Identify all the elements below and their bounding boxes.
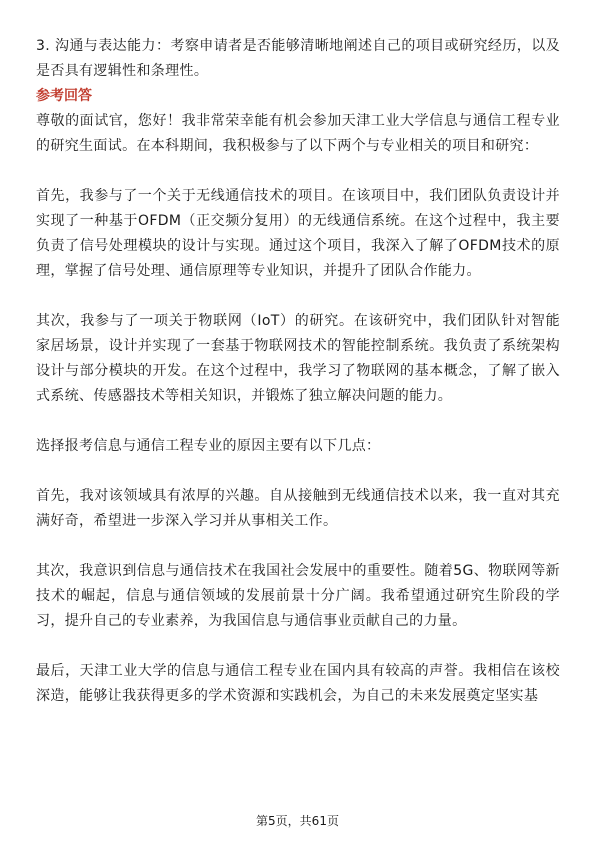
- evaluation-criterion: 3. 沟通与表达能力：考察申请者是否能够清晰地阐述自己的项目或研究经历，以及是否具有逻辑性和条理性。: [36, 38, 560, 79]
- answer-heading: 参考回答: [36, 88, 92, 104]
- document-body: [36, 34, 560, 709]
- answer-paragraph-reason-importance: 其次，我意识到信息与通信技术在我国社会发展中的重要性。随着5G、物联网等新技术的崛起，信息与通信领域的发展前景十分广阔。我希望通过研究生阶段的学习，提升自己的专业素养，为我国信息与通信事业贡献自己的力量。: [36, 563, 560, 629]
- answer-paragraph-reasons-intro: 选择报考信息与通信工程专业的原因主要有以下几点：: [36, 438, 381, 454]
- answer-paragraph-intro: 尊敬的面试官，您好！我非常荣幸能有机会参加天津工业大学信息与通信工程专业的研究生面试。在本科期间，我积极参与了以下两个与专业相关的项目和研究：: [36, 113, 560, 154]
- answer-paragraph-project-ofdm: 首先，我参与了一个关于无线通信技术的项目。在该项目中，我们团队负责设计并实现了一种基于OFDM（正交频分复用）的无线通信系统。在这个过程中，我主要负责了信号处理模块的设计与实现。通过这个项目，我深入了解了OFDM技术的原理，掌握了信号处理、通信原理等专业知识，并提升了团队合作能力。: [36, 188, 560, 279]
- answer-paragraph-reason-reputation: 最后，天津工业大学的信息与通信工程专业在国内具有较高的声誉。我相信在该校深造，能够让我获得更多的学术资源和实践机会，为自己的未来发展奠定坚实基: [36, 663, 560, 704]
- page-number: 第5页，共61页: [256, 814, 339, 828]
- answer-paragraph-reason-interest: 首先，我对该领域具有浓厚的兴趣。自从接触到无线通信技术以来，我一直对其充满好奇，希望进一步深入学习并从事相关工作。: [36, 488, 560, 529]
- answer-paragraph-research-iot: 其次，我参与了一项关于物联网（IoT）的研究。在该研究中，我们团队针对智能家居场景，设计并实现了一套基于物联网技术的智能控制系统。我负责了系统架构设计与部分模块的开发。在这个过程中，我学习了物联网的基本概念，了解了嵌入式系统、传感器技术等相关知识，并锻炼了独立解决问题的能力。: [36, 313, 560, 404]
